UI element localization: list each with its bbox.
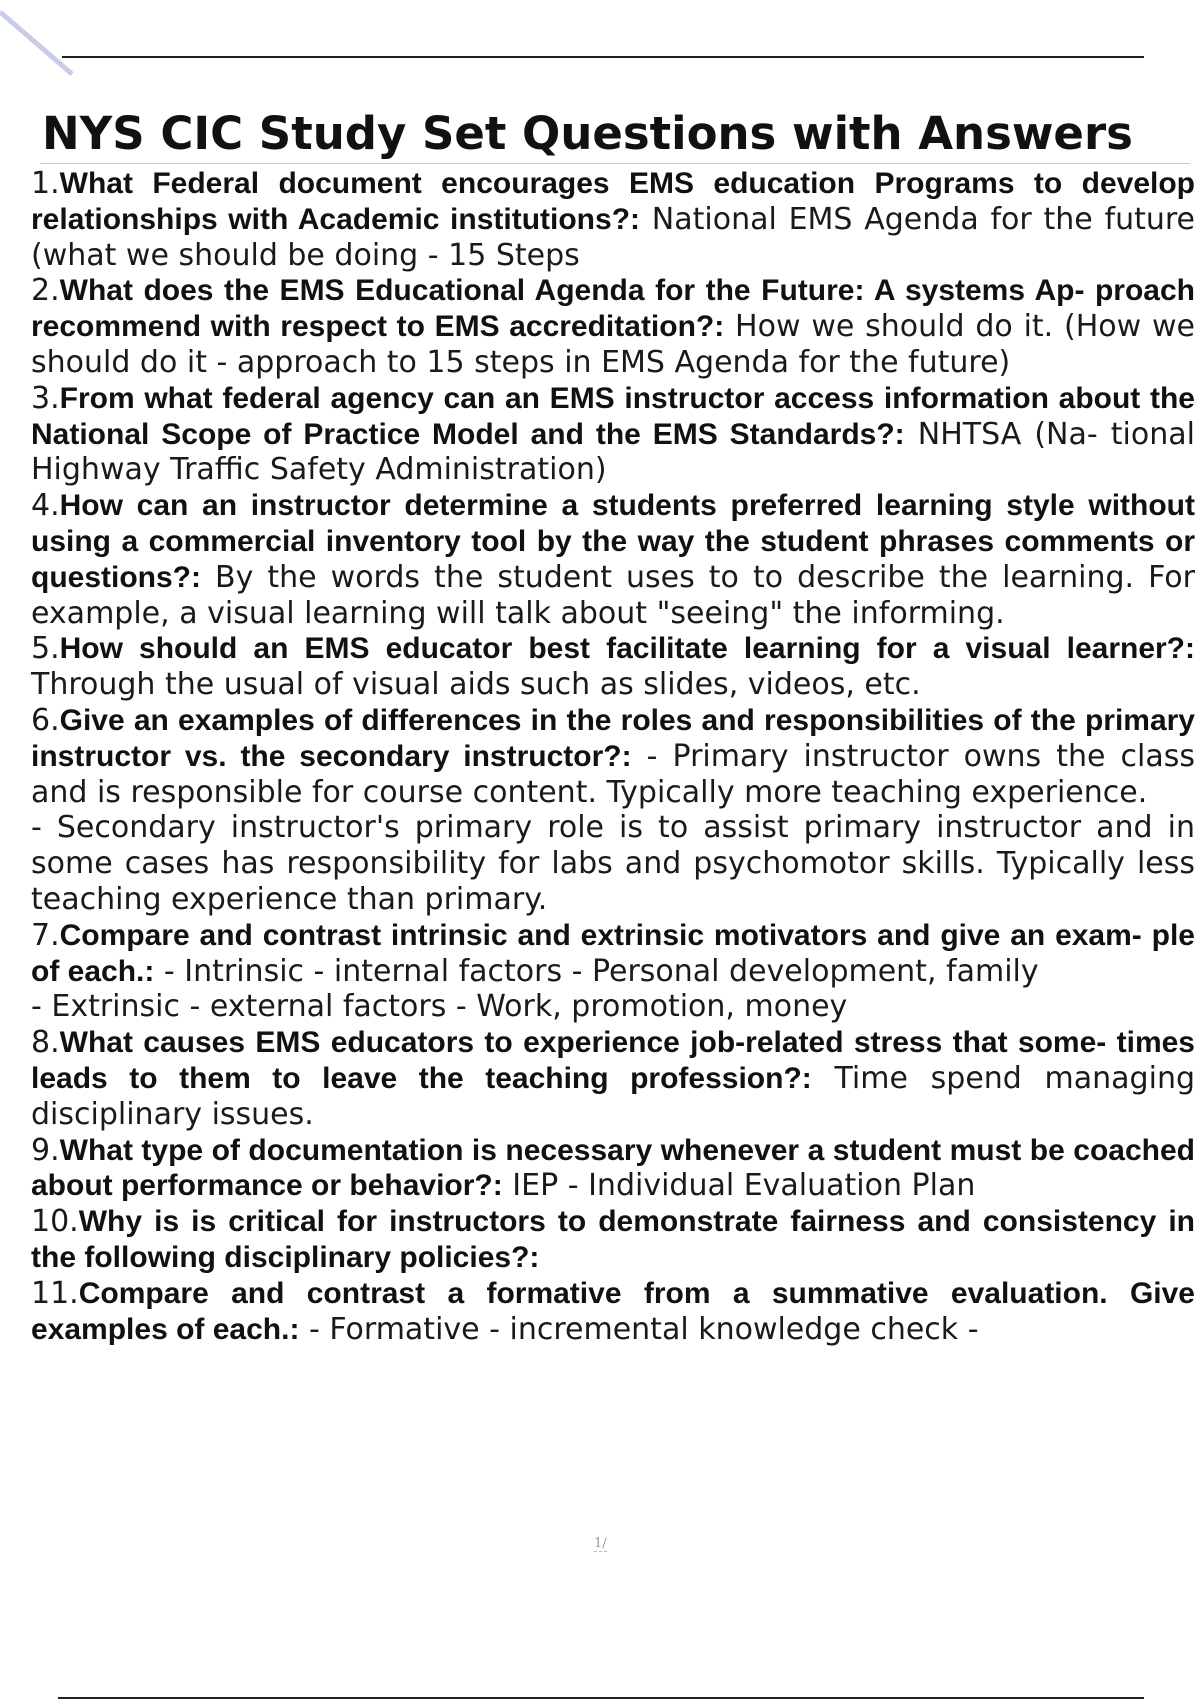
question-number: 5.: [31, 631, 60, 667]
answer-text: NHTSA (Na- tional Highway Traffic Safety Administration): [31, 416, 1195, 488]
question-text: Why is is critical for instructors to demonstrate fairness and consistency in the following disciplinary policies?:: [31, 1205, 1195, 1274]
question-number: 2.: [31, 273, 60, 309]
qa-item-2: [31, 273, 1195, 380]
answer-text: How we should do it. (How we should do it - approach to 15 steps in EMS Agenda for the future): [31, 309, 1195, 380]
answer-text: - Intrinsic - internal factors - Personal development, family: [154, 953, 1039, 989]
question-number: 3.: [31, 380, 60, 416]
qa-item-9: [31, 1133, 1195, 1205]
qa-item-4: [31, 488, 1195, 631]
question-text: What does the EMS Educational Agenda for the Future: A systems Ap- proach recommend with respect to EMS accreditation?:: [31, 274, 1195, 344]
question-number: 10.: [31, 1204, 79, 1240]
question-text: How should an EMS educator best facilitate learning for a visual learner?:: [59, 632, 1195, 666]
answer-text: - Primary instructor owns the class and is responsible for course content. Typically more teaching experience.: [31, 738, 1196, 810]
question-text: What Federal document encourages EMS education Programs to develop relationships with Academic institutions?:: [31, 167, 1195, 236]
qa-item-8: [31, 1025, 1195, 1132]
answer-text: - Formative - incremental knowledge check -: [299, 1311, 979, 1347]
document-title: NYS CIC Study Set Questions with Answers: [42, 107, 1133, 160]
page-corner-mark: [0, 0, 80, 80]
answer-text: Time spend managing disciplinary issues.: [31, 1060, 1195, 1132]
question-number: 4.: [31, 488, 60, 524]
answer-text: IEP - Individual Evaluation Plan: [502, 1168, 976, 1204]
answer-continuation: - Secondary instructor's primary role is to assist primary instructor and in some cases has responsibility for labs and psychomotor skills. Typically less teaching experience than primary.: [31, 810, 1195, 917]
qa-item-3: [31, 381, 1195, 488]
bottom-rule: [58, 1697, 1144, 1699]
qa-item-1: [31, 166, 1195, 273]
qa-item-7: [31, 918, 1195, 990]
question-text: What causes EMS educators to experience job-related stress that some- times leads to them to leave the teaching profession?:: [31, 1026, 1195, 1095]
question-text: Give an examples of differences in the roles and responsibilities of the primary instructor vs. the secondary instructor?:: [31, 703, 1195, 773]
answer-text: National EMS Agenda for the future (what we should be doing - 15 Steps: [31, 201, 1195, 273]
title-underline: [40, 163, 1190, 164]
question-number: 11.: [31, 1275, 79, 1311]
question-text: From what federal agency can an EMS instructor access information about the National Scope of Practice Model and the EMS Standards?:: [31, 381, 1195, 451]
question-number: 6.: [31, 702, 60, 738]
question-number: 7.: [31, 917, 60, 953]
question-number: 1.: [31, 166, 60, 201]
answer-text: By the words the student uses to to describe the learning. For example, a visual learning will talk about "seeing" the informing.: [31, 559, 1195, 631]
question-text: What type of documentation is necessary whenever a student must be coached about performance or behavior?:: [31, 1133, 1195, 1203]
question-number: 9.: [31, 1132, 60, 1168]
question-number: 8.: [31, 1025, 60, 1061]
question-text: Compare and contrast a formative from a summative evaluation. Give examples of each.:: [31, 1276, 1195, 1346]
answer-text: Through the usual of visual aids such as slides, videos, etc.: [31, 667, 921, 703]
qa-item-11: [31, 1276, 1195, 1348]
question-text: Compare and contrast intrinsic and extrinsic motivators and give an exam- ple of each.:: [31, 918, 1195, 988]
qa-item-6: [31, 703, 1195, 810]
page-number: 1/: [594, 1536, 607, 1551]
answer-continuation: - Extrinsic - external factors - Work, promotion, money: [31, 989, 848, 1025]
top-rule: [62, 56, 1144, 58]
qa-item-5: [31, 631, 1195, 703]
qa-item-10: [31, 1204, 1195, 1276]
question-text: How can an instructor determine a students preferred learning style without using a commercial inventory tool by the way the student phrases comments or questions?:: [31, 489, 1195, 594]
qa-list: [31, 166, 1195, 1347]
